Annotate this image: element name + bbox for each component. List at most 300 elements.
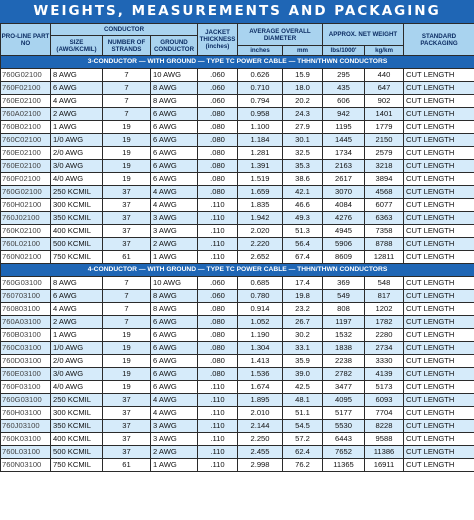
diameter-in-cell: 0.794 [238, 95, 283, 108]
part-no-cell: 760L02100 [1, 238, 51, 251]
diameter-mm-cell: 51.3 [283, 225, 323, 238]
packaging-cell: CUT LENGTH [404, 95, 474, 108]
weight-kg-cell: 4139 [365, 368, 404, 381]
diameter-mm-cell: 33.1 [283, 342, 323, 355]
size-cell: 4 AWG [51, 95, 103, 108]
weight-kg-cell: 1401 [365, 108, 404, 121]
weight-lbs-cell: 2163 [323, 160, 365, 173]
weight-kg-cell: 647 [365, 82, 404, 95]
diameter-mm-cell: 46.6 [283, 199, 323, 212]
strands-cell: 37 [103, 420, 151, 433]
weight-kg-cell: 8228 [365, 420, 404, 433]
packaging-cell: CUT LENGTH [404, 108, 474, 121]
strands-cell: 37 [103, 238, 151, 251]
header-inches: inches [238, 46, 283, 56]
ground-cell: 6 AWG [151, 355, 198, 368]
weight-kg-cell: 6093 [365, 394, 404, 407]
diameter-in-cell: 0.958 [238, 108, 283, 121]
packaging-cell: CUT LENGTH [404, 212, 474, 225]
weight-kg-cell: 2280 [365, 329, 404, 342]
jacket-cell: .060 [198, 69, 238, 82]
diameter-in-cell: 2.010 [238, 407, 283, 420]
ground-cell: 6 AWG [151, 147, 198, 160]
diameter-in-cell: 2.998 [238, 459, 283, 472]
diameter-mm-cell: 54.5 [283, 420, 323, 433]
part-no-cell: 760803100 [1, 303, 51, 316]
packaging-cell: CUT LENGTH [404, 134, 474, 147]
strands-cell: 7 [103, 95, 151, 108]
diameter-mm-cell: 32.5 [283, 147, 323, 160]
ground-cell: 10 AWG [151, 277, 198, 290]
weight-lbs-cell: 435 [323, 82, 365, 95]
weight-lbs-cell: 808 [323, 303, 365, 316]
packaging-cell: CUT LENGTH [404, 407, 474, 420]
part-no-cell: 760B03100 [1, 329, 51, 342]
size-cell: 8 AWG [51, 277, 103, 290]
strands-cell: 7 [103, 69, 151, 82]
weight-kg-cell: 6077 [365, 199, 404, 212]
header-lbs: lbs/1000' [323, 46, 365, 56]
size-cell: 250 KCMIL [51, 186, 103, 199]
weight-kg-cell: 2579 [365, 147, 404, 160]
jacket-cell: .080 [198, 342, 238, 355]
ground-cell: 8 AWG [151, 95, 198, 108]
table-row [1, 69, 474, 82]
diameter-in-cell: 1.391 [238, 160, 283, 173]
packaging-cell: CUT LENGTH [404, 69, 474, 82]
part-no-cell: 760E02100 [1, 147, 51, 160]
header-kgkm: kg/km [365, 46, 404, 56]
table-row [1, 186, 474, 199]
table-row [1, 329, 474, 342]
diameter-in-cell: 2.220 [238, 238, 283, 251]
weight-lbs-cell: 549 [323, 290, 365, 303]
part-no-cell: 760F03100 [1, 381, 51, 394]
jacket-cell: .110 [198, 394, 238, 407]
weight-lbs-cell: 1532 [323, 329, 365, 342]
table-body [1, 56, 474, 472]
header-ground: GROUND CONDUCTOR [151, 36, 198, 56]
weight-kg-cell: 5173 [365, 381, 404, 394]
diameter-mm-cell: 67.4 [283, 251, 323, 264]
diameter-in-cell: 1.184 [238, 134, 283, 147]
diameter-mm-cell: 38.6 [283, 173, 323, 186]
packaging-cell: CUT LENGTH [404, 329, 474, 342]
diameter-in-cell: 1.281 [238, 147, 283, 160]
weight-lbs-cell: 4276 [323, 212, 365, 225]
ground-cell: 1 AWG [151, 251, 198, 264]
part-no-cell: 760703100 [1, 290, 51, 303]
diameter-mm-cell: 24.3 [283, 108, 323, 121]
packaging-cell: CUT LENGTH [404, 225, 474, 238]
diameter-in-cell: 1.942 [238, 212, 283, 225]
jacket-cell: .080 [198, 173, 238, 186]
part-no-cell: 760C02100 [1, 134, 51, 147]
weight-lbs-cell: 4084 [323, 199, 365, 212]
weight-lbs-cell: 2238 [323, 355, 365, 368]
weight-lbs-cell: 4095 [323, 394, 365, 407]
weight-kg-cell: 902 [365, 95, 404, 108]
part-no-cell: 760C03100 [1, 342, 51, 355]
size-cell: 1 AWG [51, 121, 103, 134]
size-cell: 2 AWG [51, 316, 103, 329]
size-cell: 400 KCMIL [51, 433, 103, 446]
weight-kg-cell: 817 [365, 290, 404, 303]
part-no-cell: 760B02100 [1, 121, 51, 134]
table-row [1, 199, 474, 212]
size-cell: 300 KCMIL [51, 407, 103, 420]
strands-cell: 7 [103, 290, 151, 303]
diameter-in-cell: 1.895 [238, 394, 283, 407]
weight-lbs-cell: 5530 [323, 420, 365, 433]
diameter-mm-cell: 20.2 [283, 95, 323, 108]
strands-cell: 7 [103, 277, 151, 290]
weight-kg-cell: 548 [365, 277, 404, 290]
jacket-cell: .080 [198, 134, 238, 147]
ground-cell: 6 AWG [151, 316, 198, 329]
packaging-cell: CUT LENGTH [404, 394, 474, 407]
jacket-cell: .080 [198, 355, 238, 368]
jacket-cell: .110 [198, 238, 238, 251]
strands-cell: 37 [103, 225, 151, 238]
part-no-cell: 760N02100 [1, 251, 51, 264]
strands-cell: 37 [103, 394, 151, 407]
size-cell: 4 AWG [51, 303, 103, 316]
diameter-in-cell: 2.144 [238, 420, 283, 433]
part-no-cell: 760F02100 [1, 173, 51, 186]
ground-cell: 8 AWG [151, 290, 198, 303]
strands-cell: 19 [103, 147, 151, 160]
part-no-cell: 760D03100 [1, 355, 51, 368]
weight-lbs-cell: 8609 [323, 251, 365, 264]
section-title: 3-CONDUCTOR — WITH GROUND — TYPE TC POWER CABLE — THHN/THWN CONDUCTORS [1, 56, 474, 69]
packaging-cell: CUT LENGTH [404, 316, 474, 329]
size-cell: 1/0 AWG [51, 342, 103, 355]
diameter-in-cell: 0.780 [238, 290, 283, 303]
jacket-cell: .110 [198, 251, 238, 264]
packaging-cell: CUT LENGTH [404, 147, 474, 160]
diameter-mm-cell: 49.3 [283, 212, 323, 225]
jacket-cell: .110 [198, 446, 238, 459]
jacket-cell: .060 [198, 82, 238, 95]
ground-cell: 6 AWG [151, 121, 198, 134]
table-row [1, 134, 474, 147]
diameter-mm-cell: 30.1 [283, 134, 323, 147]
table-row [1, 433, 474, 446]
diameter-in-cell: 0.710 [238, 82, 283, 95]
part-no-cell: 760A03100 [1, 316, 51, 329]
strands-cell: 19 [103, 329, 151, 342]
weight-kg-cell: 3894 [365, 173, 404, 186]
weight-lbs-cell: 1838 [323, 342, 365, 355]
weight-kg-cell: 12811 [365, 251, 404, 264]
weight-lbs-cell: 295 [323, 69, 365, 82]
table-row [1, 446, 474, 459]
size-cell: 4/0 AWG [51, 173, 103, 186]
table-row [1, 368, 474, 381]
jacket-cell: .080 [198, 329, 238, 342]
diameter-in-cell: 1.100 [238, 121, 283, 134]
diameter-in-cell: 1.052 [238, 316, 283, 329]
size-cell: 1 AWG [51, 329, 103, 342]
weight-kg-cell: 1779 [365, 121, 404, 134]
header-size: SIZE (AWG/KCMIL) [51, 36, 103, 56]
ground-cell: 2 AWG [151, 238, 198, 251]
ground-cell: 6 AWG [151, 134, 198, 147]
weight-lbs-cell: 11365 [323, 459, 365, 472]
table-row [1, 212, 474, 225]
part-no-cell: 760K02100 [1, 225, 51, 238]
strands-cell: 37 [103, 186, 151, 199]
jacket-cell: .110 [198, 199, 238, 212]
header-diameter: AVERAGE OVERALL DIAMETER [238, 24, 323, 46]
packaging-cell: CUT LENGTH [404, 121, 474, 134]
strands-cell: 37 [103, 212, 151, 225]
table-row [1, 407, 474, 420]
packaging-cell: CUT LENGTH [404, 342, 474, 355]
size-cell: 750 KCMIL [51, 459, 103, 472]
ground-cell: 6 AWG [151, 381, 198, 394]
weight-kg-cell: 8788 [365, 238, 404, 251]
ground-cell: 6 AWG [151, 368, 198, 381]
size-cell: 250 KCMIL [51, 394, 103, 407]
table-row [1, 238, 474, 251]
size-cell: 3/0 AWG [51, 368, 103, 381]
diameter-in-cell: 1.190 [238, 329, 283, 342]
ground-cell: 2 AWG [151, 446, 198, 459]
diameter-mm-cell: 39.0 [283, 368, 323, 381]
diameter-mm-cell: 19.8 [283, 290, 323, 303]
packaging-cell: CUT LENGTH [404, 251, 474, 264]
header-mm: mm [283, 46, 323, 56]
packaging-cell: CUT LENGTH [404, 186, 474, 199]
part-no-cell: 760N03100 [1, 459, 51, 472]
ground-cell: 1 AWG [151, 459, 198, 472]
jacket-cell: .060 [198, 95, 238, 108]
diameter-mm-cell: 18.0 [283, 82, 323, 95]
diameter-mm-cell: 26.7 [283, 316, 323, 329]
strands-cell: 19 [103, 134, 151, 147]
diameter-in-cell: 0.626 [238, 69, 283, 82]
part-no-cell: 760E02100 [1, 95, 51, 108]
weight-kg-cell: 7704 [365, 407, 404, 420]
weight-lbs-cell: 3070 [323, 186, 365, 199]
diameter-mm-cell: 57.2 [283, 433, 323, 446]
strands-cell: 19 [103, 173, 151, 186]
diameter-in-cell: 1.519 [238, 173, 283, 186]
weight-lbs-cell: 1734 [323, 147, 365, 160]
weight-kg-cell: 11386 [365, 446, 404, 459]
strands-cell: 19 [103, 381, 151, 394]
diameter-mm-cell: 35.9 [283, 355, 323, 368]
diameter-in-cell: 2.455 [238, 446, 283, 459]
jacket-cell: .080 [198, 303, 238, 316]
weight-lbs-cell: 369 [323, 277, 365, 290]
page-title: WEIGHTS, MEASUREMENTS AND PACKAGING [0, 0, 474, 23]
size-cell: 2/0 AWG [51, 147, 103, 160]
weight-kg-cell: 2734 [365, 342, 404, 355]
size-cell: 500 KCMIL [51, 446, 103, 459]
weight-lbs-cell: 3477 [323, 381, 365, 394]
header-part-no: PRO-LINE PART NO [1, 24, 51, 56]
diameter-in-cell: 2.020 [238, 225, 283, 238]
size-cell: 300 KCMIL [51, 199, 103, 212]
size-cell: 350 KCMIL [51, 212, 103, 225]
packaging-cell: CUT LENGTH [404, 355, 474, 368]
diameter-in-cell: 1.536 [238, 368, 283, 381]
weight-kg-cell: 3218 [365, 160, 404, 173]
diameter-mm-cell: 30.2 [283, 329, 323, 342]
section-header [1, 264, 474, 277]
table-row [1, 147, 474, 160]
size-cell: 750 KCMIL [51, 251, 103, 264]
strands-cell: 37 [103, 433, 151, 446]
part-no-cell: 760J03100 [1, 420, 51, 433]
packaging-cell: CUT LENGTH [404, 199, 474, 212]
size-cell: 4/0 AWG [51, 381, 103, 394]
ground-cell: 8 AWG [151, 303, 198, 316]
table-row [1, 316, 474, 329]
table-row [1, 95, 474, 108]
weight-kg-cell: 7358 [365, 225, 404, 238]
jacket-cell: .110 [198, 420, 238, 433]
diameter-mm-cell: 76.2 [283, 459, 323, 472]
part-no-cell: 760E02100 [1, 160, 51, 173]
packaging-cell: CUT LENGTH [404, 277, 474, 290]
weight-kg-cell: 6363 [365, 212, 404, 225]
diameter-in-cell: 1.674 [238, 381, 283, 394]
section-title: 4-CONDUCTOR — WITH GROUND — TYPE TC POWER CABLE — THHN/THWN CONDUCTORS [1, 264, 474, 277]
size-cell: 8 AWG [51, 69, 103, 82]
header-conductor: CONDUCTOR [51, 24, 198, 36]
table-row [1, 355, 474, 368]
diameter-in-cell: 1.659 [238, 186, 283, 199]
part-no-cell: 760G03100 [1, 277, 51, 290]
diameter-mm-cell: 51.1 [283, 407, 323, 420]
weight-kg-cell: 16911 [365, 459, 404, 472]
table-row [1, 108, 474, 121]
ground-cell: 6 AWG [151, 173, 198, 186]
strands-cell: 19 [103, 368, 151, 381]
weight-lbs-cell: 5906 [323, 238, 365, 251]
table-row [1, 225, 474, 238]
part-no-cell: 760G02100 [1, 69, 51, 82]
part-no-cell: 760H03100 [1, 407, 51, 420]
size-cell: 2/0 AWG [51, 355, 103, 368]
jacket-cell: .080 [198, 160, 238, 173]
weight-lbs-cell: 1445 [323, 134, 365, 147]
table-row [1, 420, 474, 433]
table-row [1, 173, 474, 186]
ground-cell: 3 AWG [151, 420, 198, 433]
ground-cell: 10 AWG [151, 69, 198, 82]
jacket-cell: .080 [198, 108, 238, 121]
ground-cell: 3 AWG [151, 225, 198, 238]
weight-lbs-cell: 942 [323, 108, 365, 121]
weight-kg-cell: 4568 [365, 186, 404, 199]
specs-table [0, 23, 474, 472]
part-no-cell: 760K03100 [1, 433, 51, 446]
part-no-cell: 760G03100 [1, 394, 51, 407]
part-no-cell: 760L03100 [1, 446, 51, 459]
packaging-cell: CUT LENGTH [404, 82, 474, 95]
weight-kg-cell: 3330 [365, 355, 404, 368]
table-row [1, 303, 474, 316]
strands-cell: 19 [103, 160, 151, 173]
weight-kg-cell: 1782 [365, 316, 404, 329]
diameter-in-cell: 1.835 [238, 199, 283, 212]
diameter-mm-cell: 42.1 [283, 186, 323, 199]
size-cell: 350 KCMIL [51, 420, 103, 433]
diameter-in-cell: 1.304 [238, 342, 283, 355]
header-strands: NUMBER OF STRANDS [103, 36, 151, 56]
part-no-cell: 760F02100 [1, 82, 51, 95]
table-row [1, 160, 474, 173]
header-jacket: JACKET THICKNESS (inches) [198, 24, 238, 56]
packaging-cell: CUT LENGTH [404, 368, 474, 381]
jacket-cell: .110 [198, 381, 238, 394]
diameter-mm-cell: 62.4 [283, 446, 323, 459]
ground-cell: 3 AWG [151, 212, 198, 225]
weight-kg-cell: 1202 [365, 303, 404, 316]
diameter-in-cell: 0.685 [238, 277, 283, 290]
table-row [1, 251, 474, 264]
weight-kg-cell: 440 [365, 69, 404, 82]
packaging-cell: CUT LENGTH [404, 160, 474, 173]
weight-lbs-cell: 606 [323, 95, 365, 108]
part-no-cell: 760G02100 [1, 186, 51, 199]
table-row [1, 381, 474, 394]
table-row [1, 290, 474, 303]
ground-cell: 3 AWG [151, 433, 198, 446]
strands-cell: 61 [103, 459, 151, 472]
diameter-in-cell: 2.250 [238, 433, 283, 446]
ground-cell: 4 AWG [151, 186, 198, 199]
table-row [1, 82, 474, 95]
strands-cell: 61 [103, 251, 151, 264]
packaging-cell: CUT LENGTH [404, 173, 474, 186]
jacket-cell: .060 [198, 290, 238, 303]
packaging-cell: CUT LENGTH [404, 459, 474, 472]
jacket-cell: .110 [198, 407, 238, 420]
packaging-cell: CUT LENGTH [404, 433, 474, 446]
ground-cell: 4 AWG [151, 199, 198, 212]
size-cell: 400 KCMIL [51, 225, 103, 238]
size-cell: 6 AWG [51, 82, 103, 95]
ground-cell: 4 AWG [151, 407, 198, 420]
jacket-cell: .110 [198, 433, 238, 446]
strands-cell: 37 [103, 199, 151, 212]
part-no-cell: 760H02100 [1, 199, 51, 212]
header-weight: APPROX. NET WEIGHT [323, 24, 404, 46]
size-cell: 1/0 AWG [51, 134, 103, 147]
packaging-cell: CUT LENGTH [404, 238, 474, 251]
size-cell: 6 AWG [51, 290, 103, 303]
jacket-cell: .080 [198, 186, 238, 199]
jacket-cell: .110 [198, 212, 238, 225]
jacket-cell: .080 [198, 147, 238, 160]
size-cell: 2 AWG [51, 108, 103, 121]
diameter-mm-cell: 35.3 [283, 160, 323, 173]
strands-cell: 7 [103, 82, 151, 95]
jacket-cell: .060 [198, 277, 238, 290]
table-row [1, 342, 474, 355]
strands-cell: 37 [103, 446, 151, 459]
ground-cell: 6 AWG [151, 108, 198, 121]
diameter-in-cell: 0.914 [238, 303, 283, 316]
diameter-mm-cell: 48.1 [283, 394, 323, 407]
part-no-cell: 760J02100 [1, 212, 51, 225]
